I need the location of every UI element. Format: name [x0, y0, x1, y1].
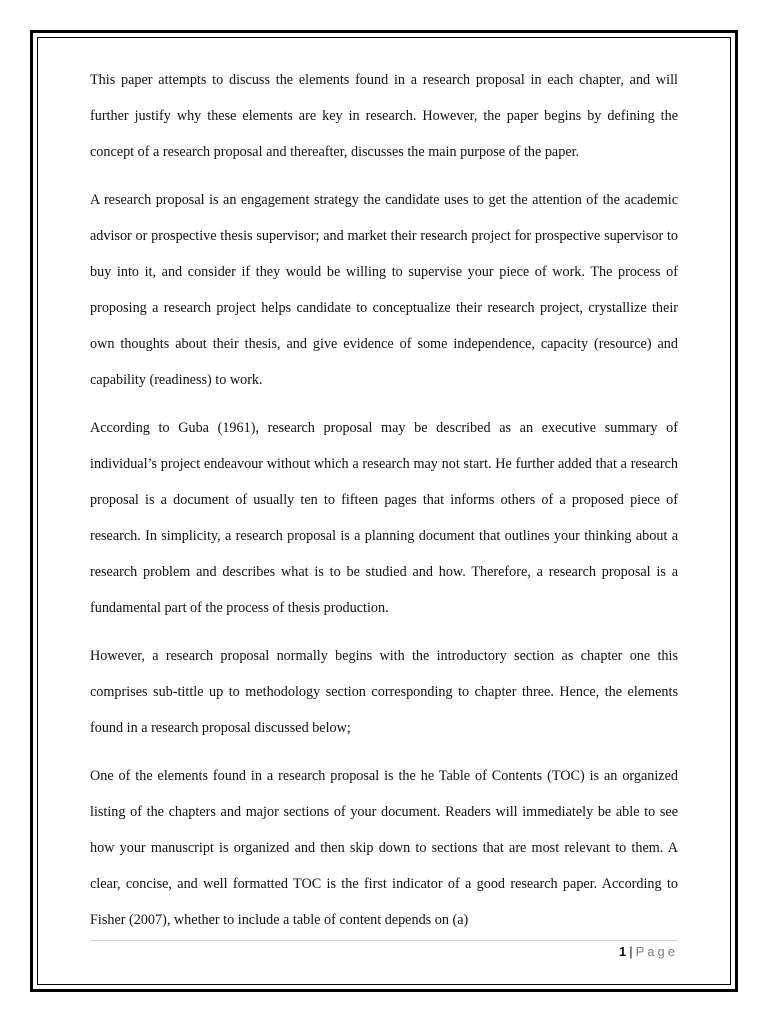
paragraph-toc: One of the elements found in a research proposal is the he Table of Contents (TOC) is an organized listing of the chapters and major sections of your document. Readers will immediately be able to see how your manuscript is organized and then skip down to sections that are most relevant to them. A clear, concise, and well formatted TOC is the first indicator of a good research paper. According to Fisher (2007), whether to include a table of content depends on (a): [90, 768, 678, 928]
page-label: Page: [635, 944, 678, 959]
page-number: 1: [619, 944, 627, 959]
paragraph-intro: This paper attempts to discuss the elements found in a research proposal in each chapter, and will further justify why these elements are key in research. However, the paper begins by defining the concept of a research proposal and thereafter, discusses the main purpose of the paper.: [90, 72, 678, 160]
paragraph-guba: According to Guba (1961), research proposal may be described as an executive summary of individual’s project endeavour without which a research may not start. He further added that a research proposal is a document of usually ten to fifteen pages that informs others of a proposed piece of research. In simplicity, a research proposal is a planning document that outlines your thinking about a research problem and describes what is to be studied and how. Therefore, a research proposal is a fundamental part of the process of thesis production.: [90, 420, 678, 616]
document-body: [90, 62, 678, 950]
footer-separator: |: [629, 944, 633, 959]
page-footer: [90, 942, 678, 962]
paragraph-structure: However, a research proposal normally begins with the introductory section as chapter one this comprises sub-tittle up to methodology section corresponding to chapter three. Hence, the elements found in a research proposal discussed below;: [90, 648, 678, 736]
footer-divider: [90, 940, 678, 941]
paragraph-definition: A research proposal is an engagement strategy the candidate uses to get the attention of the academic advisor or prospective thesis supervisor; and market their research project for prospective supervisor to buy into it, and consider if they would be willing to supervise your piece of work. The process of proposing a research project helps candidate to conceptualize their research project, crystallize their own thoughts about their thesis, and give evidence of some independence, capacity (resource) and capability (readiness) to work.: [90, 192, 678, 388]
